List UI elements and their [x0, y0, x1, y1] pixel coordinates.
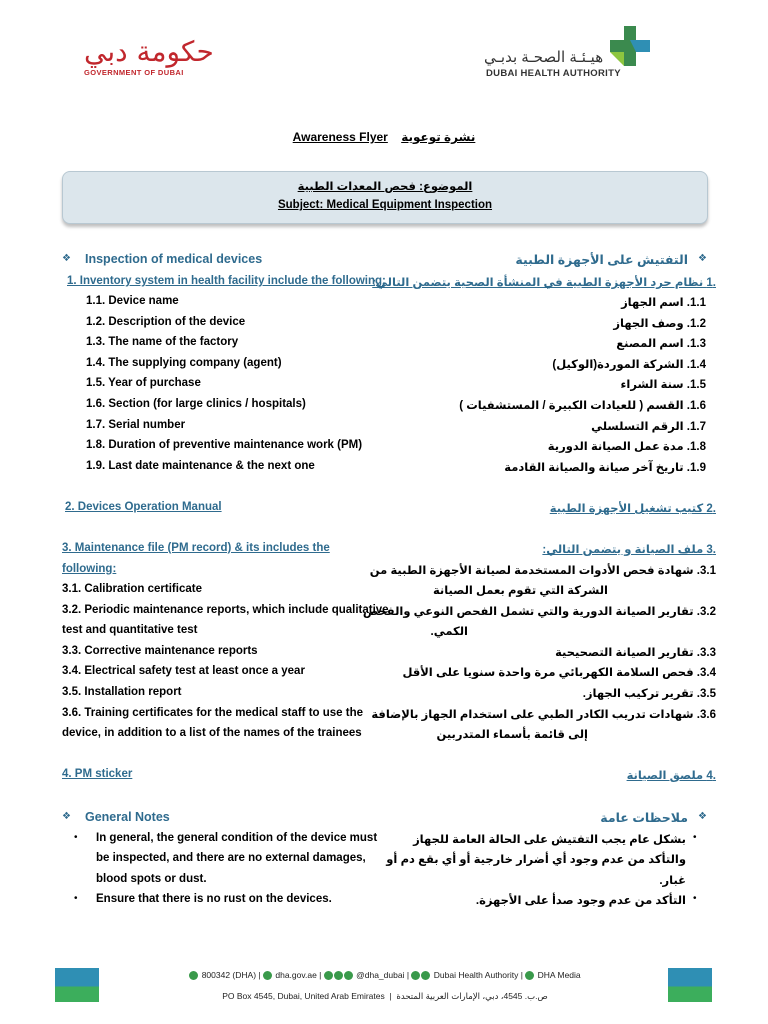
- flyer-title: [0, 130, 768, 144]
- notes-heading-ar: ملاحظات عامة: [600, 811, 688, 825]
- youtube-icon[interactable]: [421, 971, 430, 980]
- list-item: 1.2. وصف الجهاز: [613, 318, 706, 330]
- manual-heading-en: 2. Devices Operation Manual: [65, 501, 222, 513]
- dha-logo-english: DUBAI HEALTH AUTHORITY: [486, 68, 621, 79]
- list-item: 1.6. القسم ( للعيادات الكبيرة / المستشفيات ): [459, 400, 706, 412]
- dha-emblem-icon: [610, 26, 656, 70]
- list-item: 1.8. مدة عمل الصيانة الدورية: [547, 441, 706, 453]
- list-item: 3.5. تقرير تركيب الجهاز.: [582, 688, 716, 700]
- list-item: 3.1. شهادة فحص الأدوات المستخدمة لصيانة الأجهزة الطبية من: [369, 565, 716, 577]
- maintenance-heading-en-2: following:: [62, 563, 117, 575]
- list-item: 1.3. اسم المصنع: [616, 338, 706, 350]
- footer-address: PO Box 4545, Dubai, United Arab Emirates | ص.ب. 4545، دبي، الإمارات العربية المتحدة: [222, 991, 548, 1001]
- footer-media[interactable]: DHA Media: [537, 970, 581, 980]
- sticker-heading-en: 4. PM sticker: [62, 768, 133, 780]
- dha-logo: [484, 26, 656, 82]
- list-item: test and quantitative test: [62, 624, 198, 636]
- list-item: 1.7. الرقم التسلسلي: [591, 421, 706, 433]
- media-icon[interactable]: [525, 971, 534, 980]
- note-line: التأكد من عدم وجود صدأ على الأجهزة.: [475, 895, 686, 907]
- diamond-bullet-icon: ❖: [62, 811, 71, 822]
- notes-heading-en: General Notes: [85, 810, 170, 824]
- list-item: 3.5. Installation report: [62, 686, 182, 698]
- list-item: 3.4. Electrical safety test at least once a year: [62, 665, 305, 677]
- footer-phone[interactable]: 800342 (DHA): [201, 970, 257, 980]
- title-arabic: نشرة توعوية: [401, 130, 476, 144]
- subject-arabic: الموضوع: فحص المعدات الطبية: [297, 181, 473, 193]
- list-item: 3.2. Periodic maintenance reports, which include qualitative: [62, 604, 389, 616]
- footer-decoration-right: [668, 968, 712, 1002]
- title-english: Awareness Flyer: [292, 130, 388, 144]
- list-item: 1.3. The name of the factory: [86, 336, 239, 348]
- bullet-icon: •: [693, 832, 697, 843]
- inventory-heading-en: 1. Inventory system in health facility include the following:: [67, 275, 386, 287]
- inventory-heading-ar: .1 نظام حرد الأجهزة الطبية في المنشأة الصحية يتضمن التالي:: [372, 277, 716, 289]
- maintenance-heading-ar: .3 ملف الصيانة و يتضمن التالي:: [542, 544, 716, 556]
- sticker-heading-ar: .4 ملصق الصيانة: [626, 770, 716, 782]
- list-item: 1.8. Duration of preventive maintenance work (PM): [86, 439, 363, 451]
- instagram-icon[interactable]: [334, 971, 343, 980]
- list-item: 3.3. Corrective maintenance reports: [62, 645, 258, 657]
- note-line: والتأكد من عدم وجود أي أضرار خارجية أو أي بقع دم أو: [386, 854, 686, 866]
- twitter-icon[interactable]: [324, 971, 333, 980]
- footer-contacts: 800342 (DHA) | dha.gov.ae | @dha_dubai | Dubai Health Authority | DHA Media: [150, 970, 620, 980]
- footer-address-ar: ص.ب. 4545، دبي، الإمارات العربية المتحدة: [396, 991, 548, 1001]
- list-item: 1.6. Section (for large clinics / hospitals): [86, 398, 306, 410]
- government-of-dubai-logo: [84, 35, 214, 77]
- manual-heading-ar: .2 كتيب تشغيل الأجهزة الطبية: [549, 503, 716, 515]
- list-item: 1.1. Device name: [86, 295, 179, 307]
- list-item: الشركة التي تقوم بعمل الصيانة: [432, 585, 608, 597]
- note-line: Ensure that there is no rust on the devices.: [96, 893, 332, 905]
- footer-address-en: PO Box 4545, Dubai, United Arab Emirates: [222, 991, 385, 1001]
- note-line: be inspected, and there are no external damages,: [96, 852, 366, 864]
- list-item: 1.7. Serial number: [86, 419, 186, 431]
- footer-decoration-left: [55, 968, 99, 1002]
- list-item: 3.6. Training certificates for the medical staff to use the: [62, 707, 363, 719]
- note-line: In general, the general condition of the device must: [96, 832, 378, 844]
- footer-linkedin[interactable]: Dubai Health Authority: [433, 970, 519, 980]
- list-item: device, in addition to a list of the names of the trainees: [62, 727, 362, 739]
- diamond-bullet-icon: ❖: [698, 811, 707, 822]
- facebook-icon[interactable]: [344, 971, 353, 980]
- note-line: blood spots or dust.: [96, 873, 207, 885]
- list-item: 1.4. The supplying company (agent): [86, 357, 282, 369]
- subject-box: [62, 171, 708, 224]
- gov-logo-arabic: حكومة دبي: [84, 35, 214, 68]
- bullet-icon: •: [693, 893, 697, 904]
- list-item: 1.9. تاريخ آخر صيانة والصيانة القادمة: [504, 462, 706, 474]
- footer-social[interactable]: @dha_dubai: [356, 970, 405, 980]
- dha-logo-arabic: هيـئـة الصحـة بدبـي: [484, 49, 604, 66]
- list-item: 1.5. سنة الشراء: [620, 379, 706, 391]
- diamond-bullet-icon: ❖: [698, 253, 707, 264]
- phone-icon: [189, 971, 198, 980]
- list-item: 3.3. تقارير الصيانة التصحيحية: [555, 647, 716, 659]
- list-item: 3.6. شهادات تدريب الكادر الطبي على استخدام الجهاز بالإضافة: [371, 709, 716, 721]
- list-item: 3.4. فحص السلامة الكهربائي مرة واحدة سنويا على الأقل: [402, 667, 716, 679]
- list-item: 1.9. Last date maintenance & the next one: [86, 460, 315, 472]
- list-item: 3.1. Calibration certificate: [62, 583, 202, 595]
- inspection-heading-en: Inspection of medical devices: [85, 252, 263, 266]
- footer-web[interactable]: dha.gov.ae: [275, 970, 317, 980]
- bullet-icon: •: [74, 832, 78, 843]
- web-icon: [263, 971, 272, 980]
- list-item: 1.4. الشركة الموردة(الوكيل): [552, 359, 706, 371]
- list-item: 3.2. تقارير الصيانة الدورية والتي تشمل الفحص النوعي والفحص: [362, 606, 716, 618]
- list-item: الكمي.: [430, 626, 468, 638]
- bullet-icon: •: [74, 893, 78, 904]
- subject-english: Subject: Medical Equipment Inspection: [277, 199, 493, 211]
- list-item: 1.5. Year of purchase: [86, 377, 201, 389]
- maintenance-heading-en: 3. Maintenance file (PM record) & its includes the: [62, 542, 330, 554]
- diamond-bullet-icon: ❖: [62, 253, 71, 264]
- note-line: غبار.: [659, 875, 686, 887]
- gov-logo-english: GOVERNMENT OF DUBAI: [84, 68, 184, 77]
- list-item: 1.1. اسم الجهاز: [621, 297, 706, 309]
- inspection-heading-ar: التفتيش على الأجهزة الطبية: [515, 253, 688, 267]
- linkedin-icon[interactable]: [411, 971, 420, 980]
- list-item: 1.2. Description of the device: [86, 316, 246, 328]
- list-item: إلى قائمة بأسماء المتدربين: [436, 729, 588, 741]
- note-line: بشكل عام يجب التفتيش على الحالة العامة للجهاز: [413, 834, 686, 846]
